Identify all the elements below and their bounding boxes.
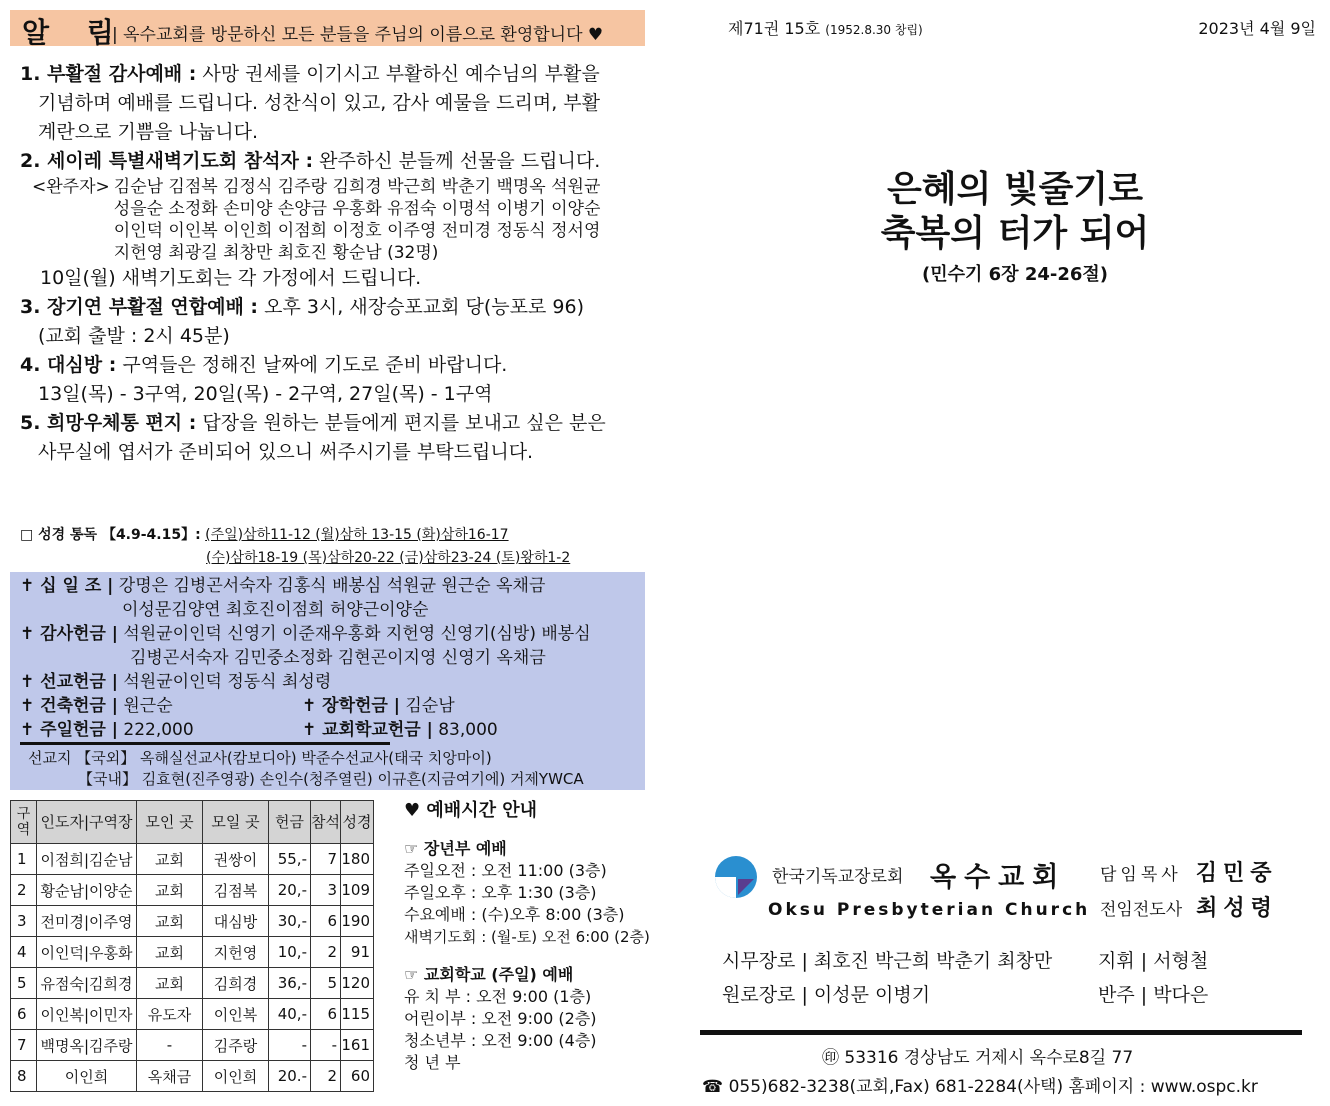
church-contact: ☎ 055)682-3238(교회,Fax) 681-2284(사택) 홈페이지 : www.ospc.kr bbox=[702, 1077, 1258, 1097]
notice-body: 사망 권세를 이기시고 부활하신 예수님의 부활을 bbox=[196, 63, 600, 85]
notice-line: 기념하며 예배를 드립니다. 성찬식이 있고, 감사 예물을 드리며, 부활 bbox=[38, 92, 600, 114]
completers-line: 김순남 김점복 김정식 김주랑 김희경 박근희 박춘기 백명옥 석원균 bbox=[113, 177, 601, 197]
table-cell: 190 bbox=[341, 906, 374, 937]
completers-line: 이인덕 이인복 이인희 이점희 이정호 이주영 전미경 정동식 정서영 bbox=[113, 221, 601, 241]
col-header: 모인 곳 bbox=[137, 801, 203, 844]
table-cell: 55,- bbox=[269, 844, 311, 875]
col-header: 헌금 bbox=[269, 801, 311, 844]
volume-number: 제71권 15호 bbox=[728, 19, 821, 38]
tithe-label: ✝ 십 일 조 | bbox=[20, 576, 114, 596]
notice-subtitle: | 옥수교회를 방문하신 모든 분들을 주님의 이름으로 환영합니다 ♥ bbox=[112, 25, 604, 45]
table-cell: 6 bbox=[311, 999, 341, 1030]
table-cell: 180 bbox=[341, 844, 374, 875]
table-cell: 20.- bbox=[269, 1061, 311, 1092]
sunday-amount: 222,000 bbox=[117, 720, 194, 740]
table-cell: 7 bbox=[11, 1030, 37, 1061]
table-cell: 김주랑 bbox=[203, 1030, 269, 1061]
table-cell: 교회 bbox=[137, 968, 203, 999]
table-row bbox=[11, 1061, 374, 1092]
table-cell: 4 bbox=[11, 937, 37, 968]
table-cell: 40,- bbox=[269, 999, 311, 1030]
table-cell: 60 bbox=[341, 1061, 374, 1092]
table-cell: 30,- bbox=[269, 906, 311, 937]
notice-item-4 bbox=[20, 351, 640, 380]
table-cell: 91 bbox=[341, 937, 374, 968]
table-cell: 이인희 bbox=[37, 1061, 137, 1092]
notice-body: 답장을 원하는 분들에게 편지를 보내고 싶은 분은 bbox=[196, 412, 606, 434]
worship-time: 청소년부 : 오전 9:00 (4층) bbox=[404, 1031, 597, 1050]
sermon-title-line: 축복의 터가 되어 bbox=[880, 213, 1150, 254]
notice-header bbox=[10, 10, 645, 49]
table-cell: 이인덕|우홍화 bbox=[37, 937, 137, 968]
worship-time: 새벽기도회 : (월-토) 오전 6:00 (2층) bbox=[404, 928, 650, 946]
table-cell: - bbox=[137, 1030, 203, 1061]
completers-label: <완주자> bbox=[32, 177, 110, 197]
table-cell: 6 bbox=[311, 906, 341, 937]
table-cell: 2 bbox=[311, 1061, 341, 1092]
table-row bbox=[11, 844, 374, 875]
notice-head: 4. 대심방 : bbox=[20, 354, 117, 376]
church-english-name: Oksu Presbyterian Church bbox=[768, 900, 1091, 920]
bulletin-date: 2023년 4월 9일 bbox=[1198, 19, 1316, 38]
tithe-names: 이성문김양연 최호진이점희 허양근이양순 bbox=[122, 600, 429, 620]
col-header: 성경 bbox=[341, 801, 374, 844]
table-row bbox=[11, 968, 374, 999]
founded-date: (1952.8.30 창립) bbox=[825, 23, 923, 37]
table-cell: 20,- bbox=[269, 875, 311, 906]
table-cell: 2 bbox=[11, 875, 37, 906]
district-table bbox=[10, 800, 374, 1092]
table-row bbox=[11, 906, 374, 937]
notice-title: 알 림 bbox=[22, 16, 128, 49]
table-cell: 1 bbox=[11, 844, 37, 875]
worship-time: 청 년 부 bbox=[404, 1053, 461, 1072]
col-header: 모일 곳 bbox=[203, 801, 269, 844]
denomination: 한국기독교장로회 bbox=[772, 867, 904, 887]
notice-head: 2. 세이레 특별새벽기도회 참석자 : bbox=[20, 150, 314, 172]
worship-time: 주일오전 : 오전 11:00 (3층) bbox=[404, 861, 607, 880]
table-cell: 2 bbox=[311, 937, 341, 968]
offering-divider bbox=[20, 742, 390, 745]
reading-line: (수)삼하18-19 (목)삼하20-22 (금)삼하23-24 (토)왕하1-2 bbox=[206, 550, 571, 566]
table-cell: - bbox=[311, 1030, 341, 1061]
notice-body: 구역들은 정해진 날짜에 기도로 준비 바랍니다. bbox=[116, 354, 508, 376]
notice-head: 3. 장기연 부활절 연합예배 : bbox=[20, 296, 259, 318]
notice-head: 5. 희망우체통 편지 : bbox=[20, 412, 197, 434]
pastor-block bbox=[1100, 857, 1278, 927]
bible-reading bbox=[20, 524, 570, 570]
table-cell: 권쌍이 bbox=[203, 844, 269, 875]
table-cell: 6 bbox=[11, 999, 37, 1030]
notice-line: 계란으로 기쁨을 나눕니다. bbox=[38, 121, 259, 143]
table-cell: 115 bbox=[341, 999, 374, 1030]
music-block bbox=[1098, 944, 1208, 1012]
table-row bbox=[11, 1030, 374, 1061]
table-cell: 김희경 bbox=[203, 968, 269, 999]
pastor-name: 김민중 bbox=[1195, 861, 1278, 886]
mission-label: ✝ 선교헌금 | bbox=[20, 672, 118, 692]
table-cell: 161 bbox=[341, 1030, 374, 1061]
table-cell: 이인희 bbox=[203, 1061, 269, 1092]
church-address: ㊞ 53316 경상남도 거제시 옥수로8길 77 bbox=[822, 1048, 1134, 1068]
worship-time: 수요예배 : (수)오후 8:00 (3층) bbox=[404, 905, 625, 924]
school-worship-title: ☞ 교회학교 (주일) 예배 bbox=[404, 965, 574, 984]
table-cell: 옥채금 bbox=[137, 1061, 203, 1092]
evangelist-name: 최성령 bbox=[1196, 896, 1278, 921]
table-cell: 교회 bbox=[137, 937, 203, 968]
evangelist-title: 전임전도사 bbox=[1100, 900, 1183, 920]
table-cell: 120 bbox=[341, 968, 374, 999]
building-names: 원근순 bbox=[117, 696, 173, 716]
completers-list bbox=[32, 176, 640, 264]
building-label: ✝ 건축헌금 | bbox=[20, 696, 118, 716]
sermon-title-block bbox=[800, 168, 1230, 286]
notice-item-2 bbox=[20, 147, 640, 176]
active-elders: 시무장로 | 최호진 박근희 박춘기 최창만 bbox=[722, 950, 1053, 972]
notice-body: 오후 3시, 새장승포교회 당(능포로 96) bbox=[258, 296, 584, 318]
offering-box bbox=[10, 572, 645, 790]
notice-body: 완주하신 분들께 선물을 드립니다. bbox=[313, 150, 601, 172]
completers-line: 성을순 소정화 손미양 손양금 우홍화 유점숙 이명석 이병기 이양순 bbox=[113, 199, 601, 219]
table-cell: 5 bbox=[311, 968, 341, 999]
col-header: 참석 bbox=[311, 801, 341, 844]
adult-worship-title: ☞ 장년부 예배 bbox=[404, 839, 507, 858]
dawn-note: 10일(월) 새벽기도회는 각 가정에서 드립니다. bbox=[40, 267, 422, 289]
notice-item-1 bbox=[20, 60, 640, 89]
col-header: 구역 bbox=[11, 801, 37, 844]
notice-head: 1. 부활절 감사예배 : bbox=[20, 63, 197, 85]
retired-elders: 원로장로 | 이성문 이병기 bbox=[722, 984, 931, 1006]
scholar-label: ✝ 장학헌금 | bbox=[302, 696, 400, 716]
church-name: 옥수교회 bbox=[930, 862, 1067, 893]
table-cell: 36,- bbox=[269, 968, 311, 999]
table-cell: 8 bbox=[11, 1061, 37, 1092]
notice-line: 사무실에 엽서가 준비되어 있으니 써주시기를 부탁드립니다. bbox=[38, 441, 534, 463]
elders-block bbox=[722, 944, 1052, 1012]
table-cell: 유점숙|김희경 bbox=[37, 968, 137, 999]
table-cell: 10,- bbox=[269, 937, 311, 968]
table-cell: 백명옥|김주랑 bbox=[37, 1030, 137, 1061]
notice-list bbox=[20, 60, 640, 467]
sunday-label: ✝ 주일헌금 | bbox=[20, 720, 118, 740]
worship-schedule bbox=[404, 800, 650, 1074]
reading-line: (주일)삼하11-12 (월)삼하 13-15 (화)삼하16-17 bbox=[205, 527, 509, 543]
school-label: ✝ 교회학교헌금 | bbox=[302, 720, 433, 740]
table-cell: 유도자 bbox=[137, 999, 203, 1030]
table-cell: 전미경|이주영 bbox=[37, 906, 137, 937]
missions-domestic: 【국내】 김효현(진주영광) 손인수(청주열린) 이규흔(지금여기에) 거제YWCA bbox=[78, 770, 584, 788]
table-cell: 지헌영 bbox=[203, 937, 269, 968]
table-header-row bbox=[11, 801, 374, 844]
missions-foreign: 선교지 【국외】 옥해실선교사(캄보디아) 박준수선교사(태국 치앙마이) bbox=[28, 749, 492, 767]
table-cell: 이인복|이민자 bbox=[37, 999, 137, 1030]
table-cell: 3 bbox=[11, 906, 37, 937]
sermon-reference: (민수기 6장 24-26절) bbox=[921, 264, 1109, 285]
pastor-title: 담임목사 bbox=[1100, 865, 1182, 885]
footer-divider bbox=[700, 1030, 1302, 1035]
table-row bbox=[11, 999, 374, 1030]
notice-line: (교회 출발 : 2시 45분) bbox=[38, 325, 230, 347]
thanks-names: 석원균이인덕 신영기 이준재우홍화 지헌영 신영기(심방) 배봉심 bbox=[117, 624, 591, 644]
thanks-names: 김병곤서숙자 김민중소정화 김현곤이지영 신영기 옥채금 bbox=[130, 648, 546, 668]
tithe-names: 강명은 김병곤서숙자 김홍식 배봉심 석원균 원근순 옥채금 bbox=[113, 576, 546, 596]
volume-info bbox=[728, 16, 923, 39]
table-cell: 이점희|김순남 bbox=[37, 844, 137, 875]
conductor: 지휘 | 서형철 bbox=[1098, 950, 1209, 972]
accompanist: 반주 | 박다은 bbox=[1098, 984, 1209, 1006]
worship-time: 어린이부 : 오전 9:00 (2층) bbox=[404, 1009, 597, 1028]
table-cell: 109 bbox=[341, 875, 374, 906]
table-cell: 7 bbox=[311, 844, 341, 875]
table-cell: 교회 bbox=[137, 906, 203, 937]
table-cell: 3 bbox=[311, 875, 341, 906]
table-row bbox=[11, 937, 374, 968]
notice-item-3 bbox=[20, 293, 640, 322]
reading-label: □ 성경 통독 【4.9-4.15】: bbox=[20, 527, 201, 543]
table-cell: - bbox=[269, 1030, 311, 1061]
worship-time: 유 치 부 : 오전 9:00 (1층) bbox=[404, 987, 592, 1006]
completers-line: 지헌영 최광길 최창만 최호진 황순남 (32명) bbox=[113, 243, 439, 263]
table-cell: 대심방 bbox=[203, 906, 269, 937]
notice-line: 13일(목) - 3구역, 20일(목) - 2구역, 27일(목) - 1구역 bbox=[38, 383, 493, 405]
col-header: 인도자|구역장 bbox=[37, 801, 137, 844]
worship-title: ♥ 예배시간 안내 bbox=[404, 800, 537, 821]
scholar-names: 김순남 bbox=[399, 696, 455, 716]
church-logo-icon bbox=[714, 855, 758, 899]
table-cell: 교회 bbox=[137, 875, 203, 906]
school-amount: 83,000 bbox=[432, 720, 498, 740]
table-cell: 이인복 bbox=[203, 999, 269, 1030]
notice-item-5 bbox=[20, 409, 640, 438]
thanks-label: ✝ 감사헌금 | bbox=[20, 624, 118, 644]
worship-time: 주일오후 : 오후 1:30 (3층) bbox=[404, 883, 597, 902]
table-cell: 황순남|이양순 bbox=[37, 875, 137, 906]
table-cell: 교회 bbox=[137, 844, 203, 875]
table-cell: 5 bbox=[11, 968, 37, 999]
table-row bbox=[11, 875, 374, 906]
mission-names: 석원균이인덕 정동식 최성령 bbox=[117, 672, 332, 692]
sermon-title-line: 은혜의 빛줄기로 bbox=[887, 169, 1143, 210]
table-cell: 김점복 bbox=[203, 875, 269, 906]
